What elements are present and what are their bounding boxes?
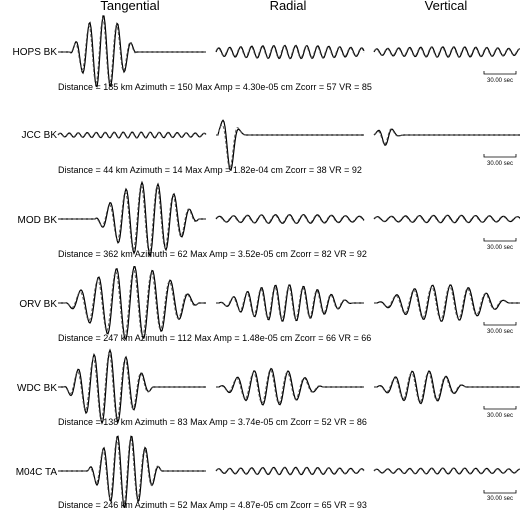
trace-synthetic-radial-2 [216,215,364,223]
time-scale-bar-4 [484,406,516,409]
time-scale-bar-1 [484,154,516,157]
trace-observed-radial-0 [216,45,364,58]
station-label-jcc: JCC BK [21,130,57,141]
info-line-wdc: Distance = 138 km Azimuth = 83 Max Amp = 3.74e-05 cm Zcorr = 52 VR = 86 [58,417,367,427]
trace-observed-vertical-3 [374,285,520,321]
info-line-orv: Distance = 247 km Azimuth = 112 Max Amp = 1.48e-05 cm Zcorr = 66 VR = 66 [58,333,372,343]
trace-observed-vertical-2 [374,215,520,222]
station-label-mod: MOD BK [17,215,57,226]
time-scale-bar-5 [484,490,516,493]
column-title-vertical: Vertical [424,0,468,13]
trace-synthetic-radial-1 [216,125,364,169]
station-label-hops: HOPS BK [12,47,57,58]
scale-label-m04c: 30.00 sec [486,496,514,502]
trace-observed-tangential-4 [58,350,206,423]
column-title-radial: Radial [269,0,307,13]
trace-synthetic-vertical-3 [374,286,520,319]
trace-observed-vertical-1 [374,129,520,145]
station-label-orv: ORV BK [19,299,57,310]
scale-label-orv: 30.00 sec [486,329,514,335]
trace-synthetic-vertical-1 [374,129,520,144]
trace-observed-tangential-1 [58,132,206,138]
time-scale-bar-3 [484,322,516,325]
scale-label-jcc: 30.00 sec [486,161,514,167]
column-title-tangential: Tangential [100,0,160,13]
trace-synthetic-tangential-5 [58,439,206,505]
info-line-jcc: Distance = 44 km Azimuth = 14 Max Amp = 1.82e-04 cm Zcorr = 38 VR = 92 [58,165,362,175]
trace-observed-tangential-5 [58,436,206,507]
scale-label-hops: 30.00 sec [486,78,514,84]
info-line-mod: Distance = 362 km Azimuth = 62 Max Amp = 3.52e-05 cm Zcorr = 82 VR = 92 [58,249,367,259]
time-scale-bar-0 [484,71,516,74]
info-line-m04c: Distance = 246 km Azimuth = 52 Max Amp = 4.87e-05 cm Zcorr = 65 VR = 93 [58,500,367,510]
scale-label-mod: 30.00 sec [486,245,514,251]
trace-synthetic-tangential-0 [58,18,206,84]
info-line-hops: Distance = 185 km Azimuth = 150 Max Amp = 4.30e-05 cm Zcorr = 57 VR = 85 [58,82,372,92]
time-scale-bar-2 [484,238,516,241]
station-label-wdc: WDC BK [17,383,57,394]
scale-label-wdc: 30.00 sec [486,413,514,419]
trace-observed-tangential-0 [58,16,206,87]
trace-observed-radial-4 [216,369,364,405]
station-label-m04c: M04C TA [15,467,57,478]
trace-observed-tangential-3 [58,267,206,340]
trace-observed-vertical-4 [374,371,520,404]
